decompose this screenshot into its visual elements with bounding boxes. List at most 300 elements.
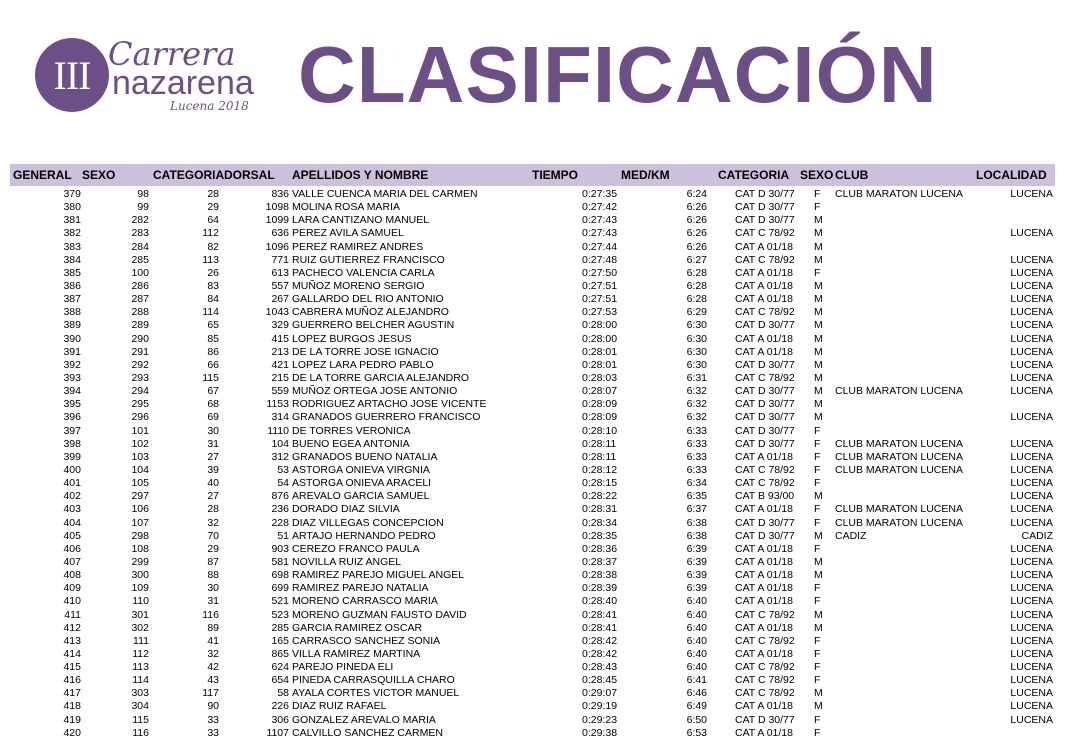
cell-tiempo: 0:28:03 [582, 371, 618, 384]
cell-general: 412 [63, 621, 81, 634]
cell-localidad: LUCENA [1010, 345, 1053, 358]
cell-localidad: LUCENA [1010, 319, 1053, 332]
cell-sexo: 115 [132, 713, 149, 726]
cell-sexo: 294 [131, 385, 149, 398]
cell-medkm: 6:37 [686, 503, 707, 516]
cell-categoria: CAT D 30/77 [735, 713, 795, 726]
cell-medkm: 6:26 [686, 240, 707, 253]
cell-tiempo: 0:27:51 [582, 293, 618, 306]
header-tiempo: TIEMPO [532, 168, 579, 182]
table-row [0, 464, 1066, 477]
cell-localidad: LUCENA [1010, 358, 1053, 371]
cell-general: 381 [63, 214, 81, 227]
cell-categoria-pos: 29 [207, 542, 219, 555]
cell-nombre: GRANADOS BUENO NATALIA [292, 450, 438, 463]
cell-medkm: 6:31 [686, 371, 707, 384]
cell-sexo-2: F [814, 595, 821, 608]
cell-categoria-pos: 115 [202, 371, 219, 384]
cell-nombre: RAMIREZ PAREJO NATALIA [292, 582, 429, 595]
cell-dorsal: 314 [271, 411, 289, 424]
cell-sexo: 112 [132, 647, 149, 660]
cell-general: 397 [63, 424, 81, 437]
cell-general: 417 [63, 687, 81, 700]
cell-sexo-2: M [814, 371, 823, 384]
cell-club: CLUB MARATON LUCENA [835, 437, 963, 450]
cell-dorsal: 523 [271, 608, 289, 621]
cell-tiempo: 0:29:38 [582, 726, 618, 739]
cell-medkm: 6:40 [686, 634, 707, 647]
cell-categoria-pos: 85 [207, 332, 219, 345]
table-row [0, 569, 1066, 582]
cell-tiempo: 0:28:43 [582, 661, 618, 674]
cell-general: 405 [63, 529, 81, 542]
cell-sexo-2: M [814, 332, 823, 345]
cell-sexo: 299 [131, 555, 149, 568]
table-row [0, 346, 1066, 359]
cell-sexo: 283 [131, 227, 149, 240]
table-row [0, 661, 1066, 674]
cell-nombre: DE TORRES VERONICA [292, 424, 411, 437]
cell-localidad: LUCENA [1010, 253, 1053, 266]
cell-categoria-pos: 114 [202, 306, 219, 319]
cell-categoria-pos: 70 [207, 529, 219, 542]
cell-tiempo: 0:28:42 [582, 647, 618, 660]
cell-categoria-pos: 87 [207, 555, 219, 568]
cell-medkm: 6:40 [686, 595, 707, 608]
cell-categoria-pos: 65 [207, 319, 219, 332]
cell-dorsal: 228 [271, 516, 289, 529]
cell-categoria: CAT C 78/92 [735, 306, 795, 319]
cell-localidad: LUCENA [1010, 542, 1053, 555]
cell-tiempo: 0:29:07 [582, 687, 618, 700]
cell-general: 398 [63, 437, 81, 450]
cell-general: 392 [63, 358, 81, 371]
cell-general: 410 [63, 595, 81, 608]
cell-tiempo: 0:27:44 [582, 240, 618, 253]
table-row [0, 319, 1066, 332]
cell-general: 418 [63, 700, 81, 713]
cell-categoria: CAT D 30/77 [735, 385, 795, 398]
header-localidad: LOCALIDAD [976, 168, 1047, 182]
cell-categoria-pos: 28 [207, 503, 219, 516]
cell-nombre: PEREZ RAMIREZ ANDRES [292, 240, 424, 253]
cell-categoria-pos: 113 [202, 253, 219, 266]
cell-categoria: CAT A 01/18 [735, 332, 793, 345]
table-row [0, 635, 1066, 648]
cell-sexo: 298 [131, 529, 149, 542]
cell-categoria-pos: 30 [207, 582, 219, 595]
cell-categoria-pos: 68 [207, 398, 219, 411]
cell-categoria: CAT C 78/92 [735, 661, 795, 674]
cell-general: 391 [63, 345, 81, 358]
cell-categoria-pos: 31 [207, 437, 219, 450]
cell-categoria-pos: 90 [207, 700, 219, 713]
cell-medkm: 6:41 [686, 674, 707, 687]
cell-sexo-2: M [814, 700, 823, 713]
cell-sexo: 103 [131, 450, 149, 463]
cell-categoria: CAT C 78/92 [735, 634, 795, 647]
table-row [0, 556, 1066, 569]
cell-medkm: 6:39 [686, 542, 707, 555]
cell-sexo: 293 [131, 371, 149, 384]
cell-general: 388 [63, 306, 81, 319]
cell-medkm: 6:28 [686, 279, 707, 292]
cell-sexo: 289 [131, 319, 149, 332]
cell-nombre: MORENO GUZMAN FAUSTO DAVID [292, 608, 467, 621]
table-row [0, 280, 1066, 293]
cell-general: 413 [63, 634, 81, 647]
cell-medkm: 6:40 [686, 661, 707, 674]
table-row [0, 438, 1066, 451]
cell-nombre: RUIZ GUTIERREZ FRANCISCO [292, 253, 445, 266]
cell-categoria: CAT A 01/18 [735, 700, 793, 713]
cell-categoria-pos: 41 [207, 634, 219, 647]
cell-general: 394 [63, 385, 81, 398]
cell-general: 400 [63, 463, 81, 476]
cell-tiempo: 0:28:42 [582, 634, 618, 647]
cell-dorsal: 236 [271, 503, 289, 516]
cell-sexo: 108 [131, 542, 149, 555]
cell-dorsal: 581 [271, 555, 289, 568]
header-sexo: SEXO [82, 168, 116, 182]
cell-medkm: 6:40 [686, 621, 707, 634]
header-sexo-2: SEXO [800, 168, 834, 182]
cell-general: 393 [63, 371, 81, 384]
cell-club: CLUB MARATON LUCENA [835, 463, 963, 476]
cell-sexo-2: M [814, 279, 823, 292]
cell-categoria: CAT A 01/18 [735, 345, 793, 358]
cell-nombre: GUERRERO BELCHER AGUSTIN [292, 319, 455, 332]
cell-categoria: CAT A 01/18 [735, 582, 793, 595]
cell-categoria: CAT D 30/77 [735, 529, 795, 542]
cell-sexo: 296 [131, 411, 149, 424]
cell-general: 416 [63, 674, 81, 687]
cell-sexo: 111 [133, 634, 149, 647]
cell-sexo-2: F [814, 266, 821, 279]
cell-tiempo: 0:27:43 [582, 227, 618, 240]
cell-general: 420 [63, 726, 81, 739]
cell-categoria: CAT A 01/18 [735, 569, 793, 582]
cell-dorsal: 903 [271, 542, 289, 555]
table-row [0, 714, 1066, 727]
cell-tiempo: 0:28:35 [582, 529, 618, 542]
cell-general: 414 [63, 647, 81, 660]
cell-localidad: LUCENA [1010, 188, 1053, 200]
cell-tiempo: 0:28:07 [582, 385, 618, 398]
cell-categoria-pos: 26 [207, 266, 219, 279]
cell-sexo: 116 [132, 726, 149, 739]
cell-dorsal: 213 [271, 345, 289, 358]
cell-nombre: MUÑOZ ORTEGA JOSE ANTONIO [292, 385, 458, 398]
table-row [0, 359, 1066, 372]
cell-medkm: 6:35 [686, 490, 707, 503]
cell-nombre: CABRERA MUÑOZ ALEJANDRO [292, 306, 449, 319]
cell-sexo: 301 [131, 608, 149, 621]
cell-dorsal: 312 [271, 450, 289, 463]
cell-medkm: 6:30 [686, 332, 707, 345]
cell-tiempo: 0:28:01 [582, 358, 618, 371]
cell-dorsal: 285 [271, 621, 289, 634]
cell-localidad: LUCENA [1010, 437, 1053, 450]
cell-general: 386 [63, 279, 81, 292]
cell-medkm: 6:50 [686, 713, 707, 726]
cell-categoria: CAT A 01/18 [735, 503, 793, 516]
cell-nombre: DE LA TORRE GARCIA ALEJANDRO [292, 371, 470, 384]
cell-general: 389 [63, 319, 81, 332]
cell-general: 419 [63, 713, 81, 726]
cell-nombre: NOVILLA RUIZ ANGEL [292, 555, 402, 568]
cell-localidad: LUCENA [1010, 661, 1053, 674]
results-table [0, 188, 1066, 740]
cell-dorsal: 267 [271, 293, 289, 306]
cell-sexo: 282 [131, 214, 149, 227]
cell-categoria: CAT C 78/92 [735, 674, 795, 687]
cell-localidad: LUCENA [1010, 450, 1053, 463]
cell-medkm: 6:32 [686, 385, 707, 398]
cell-categoria: CAT A 01/18 [735, 542, 793, 555]
cell-tiempo: 0:28:38 [582, 569, 618, 582]
cell-sexo-2: M [814, 253, 823, 266]
table-row [0, 700, 1066, 713]
cell-dorsal: 51 [277, 529, 289, 542]
cell-dorsal: 415 [271, 332, 289, 345]
cell-sexo: 100 [131, 266, 149, 279]
cell-nombre: LOPEZ LARA PEDRO PABLO [292, 358, 434, 371]
cell-categoria-pos: 67 [207, 385, 219, 398]
cell-nombre: ASTORGA ONIEVA ARACELI [292, 477, 432, 490]
cell-categoria: CAT A 01/18 [735, 279, 793, 292]
cell-dorsal: 54 [277, 477, 289, 490]
cell-categoria: CAT C 78/92 [735, 608, 795, 621]
table-row [0, 411, 1066, 424]
header-club: CLUB [835, 168, 869, 182]
cell-dorsal: 58 [277, 687, 289, 700]
cell-tiempo: 0:28:40 [582, 595, 618, 608]
table-row [0, 398, 1066, 411]
cell-sexo-2: F [814, 188, 821, 200]
table-row [0, 622, 1066, 635]
cell-categoria: CAT A 01/18 [735, 595, 793, 608]
cell-categoria-pos: 112 [202, 227, 219, 240]
cell-nombre: PAREJO PINEDA ELI [292, 661, 394, 674]
cell-nombre: DIAZ VILLEGAS CONCEPCION [292, 516, 444, 529]
cell-dorsal: 306 [271, 713, 289, 726]
cell-nombre: GARCIA RAMIREZ OSCAR [292, 621, 423, 634]
cell-categoria: CAT A 01/18 [735, 555, 793, 568]
cell-tiempo: 0:27:48 [582, 253, 618, 266]
cell-categoria: CAT A 01/18 [735, 621, 793, 634]
cell-localidad: LUCENA [1010, 516, 1053, 529]
cell-sexo-2: M [814, 555, 823, 568]
cell-nombre: DORADO DIAZ SILVIA [292, 503, 400, 516]
cell-tiempo: 0:28:36 [582, 542, 618, 555]
cell-sexo: 300 [131, 569, 149, 582]
cell-tiempo: 0:28:11 [582, 450, 617, 463]
cell-medkm: 6:40 [686, 608, 707, 621]
cell-medkm: 6:28 [686, 266, 707, 279]
cell-dorsal: 1098 [265, 201, 289, 214]
cell-categoria-pos: 42 [207, 661, 219, 674]
cell-categoria-pos: 117 [202, 687, 219, 700]
cell-localidad: LUCENA [1010, 569, 1053, 582]
cell-categoria: CAT D 30/77 [735, 424, 795, 437]
cell-sexo: 109 [131, 582, 149, 595]
cell-dorsal: 636 [271, 227, 289, 240]
cell-tiempo: 0:28:22 [582, 490, 618, 503]
cell-dorsal: 1096 [265, 240, 289, 253]
cell-sexo: 99 [137, 201, 149, 214]
cell-sexo-2: M [814, 319, 823, 332]
cell-localidad: LUCENA [1010, 674, 1053, 687]
cell-categoria: CAT C 78/92 [735, 687, 795, 700]
cell-categoria: CAT D 30/77 [735, 516, 795, 529]
cell-tiempo: 0:28:00 [582, 332, 618, 345]
cell-dorsal: 1043 [265, 306, 289, 319]
header-categoria-pos: CATEGORIA [153, 168, 225, 182]
cell-tiempo: 0:28:10 [582, 424, 618, 437]
cell-nombre: RAMIREZ PAREJO MIGUEL ANGEL [292, 569, 465, 582]
cell-nombre: CALVILLO SANCHEZ CARMEN [292, 726, 443, 739]
cell-sexo: 303 [131, 687, 149, 700]
cell-localidad: LUCENA [1010, 332, 1053, 345]
cell-medkm: 6:39 [686, 582, 707, 595]
cell-sexo-2: M [814, 345, 823, 358]
cell-localidad: LUCENA [1010, 582, 1053, 595]
cell-medkm: 6:33 [686, 424, 707, 437]
cell-medkm: 6:49 [686, 700, 707, 713]
cell-sexo: 107 [131, 516, 149, 529]
cell-sexo: 285 [131, 253, 149, 266]
cell-nombre: DE LA TORRE JOSE IGNACIO [292, 345, 439, 358]
cell-medkm: 6:39 [686, 555, 707, 568]
cell-dorsal: 215 [271, 371, 289, 384]
cell-club: CLUB MARATON LUCENA [835, 450, 963, 463]
cell-sexo: 114 [132, 674, 149, 687]
table-row [0, 648, 1066, 661]
cell-medkm: 6:38 [686, 516, 707, 529]
cell-nombre: MUÑOZ MORENO SERGIO [292, 279, 425, 292]
cell-sexo: 287 [131, 293, 149, 306]
cell-sexo-2: M [814, 687, 823, 700]
cell-categoria-pos: 86 [207, 345, 219, 358]
cell-medkm: 6:33 [686, 463, 707, 476]
table-row [0, 451, 1066, 464]
cell-dorsal: 226 [271, 700, 289, 713]
cell-localidad: LUCENA [1010, 621, 1053, 634]
table-row [0, 503, 1066, 516]
cell-nombre: GALLARDO DEL RIO ANTONIO [292, 293, 444, 306]
cell-localidad: LUCENA [1010, 555, 1053, 568]
cell-general: 384 [63, 253, 81, 266]
cell-categoria-pos: 27 [207, 490, 219, 503]
cell-dorsal: 876 [271, 490, 289, 503]
cell-categoria: CAT D 30/77 [735, 214, 795, 227]
cell-medkm: 6:39 [686, 569, 707, 582]
cell-dorsal: 613 [271, 266, 289, 279]
cell-tiempo: 0:27:35 [582, 188, 618, 200]
cell-sexo: 105 [131, 477, 149, 490]
cell-sexo-2: M [814, 227, 823, 240]
cell-sexo: 101 [131, 424, 149, 437]
cell-localidad: LUCENA [1010, 306, 1053, 319]
cell-categoria: CAT A 01/18 [735, 647, 793, 660]
cell-categoria: CAT C 78/92 [735, 227, 795, 240]
table-row [0, 582, 1066, 595]
table-row [0, 267, 1066, 280]
cell-sexo-2: M [814, 621, 823, 634]
table-row [0, 595, 1066, 608]
cell-sexo: 286 [131, 279, 149, 292]
cell-medkm: 6:32 [686, 398, 707, 411]
cell-general: 396 [63, 411, 81, 424]
cell-categoria: CAT D 30/77 [735, 437, 795, 450]
cell-dorsal: 104 [271, 437, 289, 450]
cell-tiempo: 0:27:42 [582, 201, 618, 214]
cell-sexo-2: F [814, 201, 821, 214]
cell-medkm: 6:32 [686, 411, 707, 424]
cell-categoria: CAT D 30/77 [735, 201, 795, 214]
cell-dorsal: 1099 [265, 214, 289, 227]
table-row [0, 201, 1066, 214]
cell-localidad: LUCENA [1010, 634, 1053, 647]
cell-localidad: CADIZ [1021, 529, 1053, 542]
table-row [0, 490, 1066, 503]
logo-title-line1: Carrera [108, 35, 236, 73]
cell-categoria: CAT C 78/92 [735, 477, 795, 490]
cell-nombre: PEREZ AVILA SAMUEL [292, 227, 404, 240]
table-row [0, 530, 1066, 543]
cell-tiempo: 0:28:41 [582, 608, 618, 621]
cell-nombre: VILLA RAMIREZ MARTINA [292, 647, 421, 660]
cell-dorsal: 699 [271, 582, 289, 595]
cell-dorsal: 654 [271, 674, 289, 687]
cell-sexo-2: M [814, 529, 823, 542]
cell-tiempo: 0:29:19 [582, 700, 618, 713]
cell-categoria-pos: 43 [207, 674, 219, 687]
cell-categoria: CAT A 01/18 [735, 726, 793, 739]
table-row [0, 425, 1066, 438]
header-categoria: CATEGORIA [718, 168, 790, 182]
logo-title-line2: nazarena [112, 64, 254, 102]
cell-categoria: CAT A 01/18 [735, 266, 793, 279]
cell-medkm: 6:29 [686, 306, 707, 319]
cell-sexo-2: M [814, 214, 823, 227]
cell-localidad: LUCENA [1010, 687, 1053, 700]
cell-categoria-pos: 84 [207, 293, 219, 306]
cell-nombre: BUENO EGEA ANTONIA [292, 437, 410, 450]
cell-tiempo: 0:27:50 [582, 266, 618, 279]
cell-nombre: MORENO CARRASCO MARIA [292, 595, 438, 608]
cell-sexo: 288 [131, 306, 149, 319]
cell-sexo-2: M [814, 608, 823, 621]
table-row [0, 674, 1066, 687]
cell-localidad: LUCENA [1010, 266, 1053, 279]
cell-dorsal: 329 [271, 319, 289, 332]
cell-medkm: 6:28 [686, 293, 707, 306]
cell-categoria-pos: 30 [207, 424, 219, 437]
cell-tiempo: 0:28:34 [582, 516, 618, 529]
header-dorsal: DORSAL [224, 168, 275, 182]
cell-categoria-pos: 39 [207, 463, 219, 476]
cell-categoria: CAT C 78/92 [735, 253, 795, 266]
cell-medkm: 6:26 [686, 201, 707, 214]
cell-medkm: 6:30 [686, 319, 707, 332]
cell-general: 401 [63, 477, 81, 490]
cell-general: 380 [63, 201, 81, 214]
cell-localidad: LUCENA [1010, 647, 1053, 660]
header-general: GENERAL [13, 168, 72, 182]
cell-nombre: LOPEZ BURGOS JESUS [292, 332, 412, 345]
